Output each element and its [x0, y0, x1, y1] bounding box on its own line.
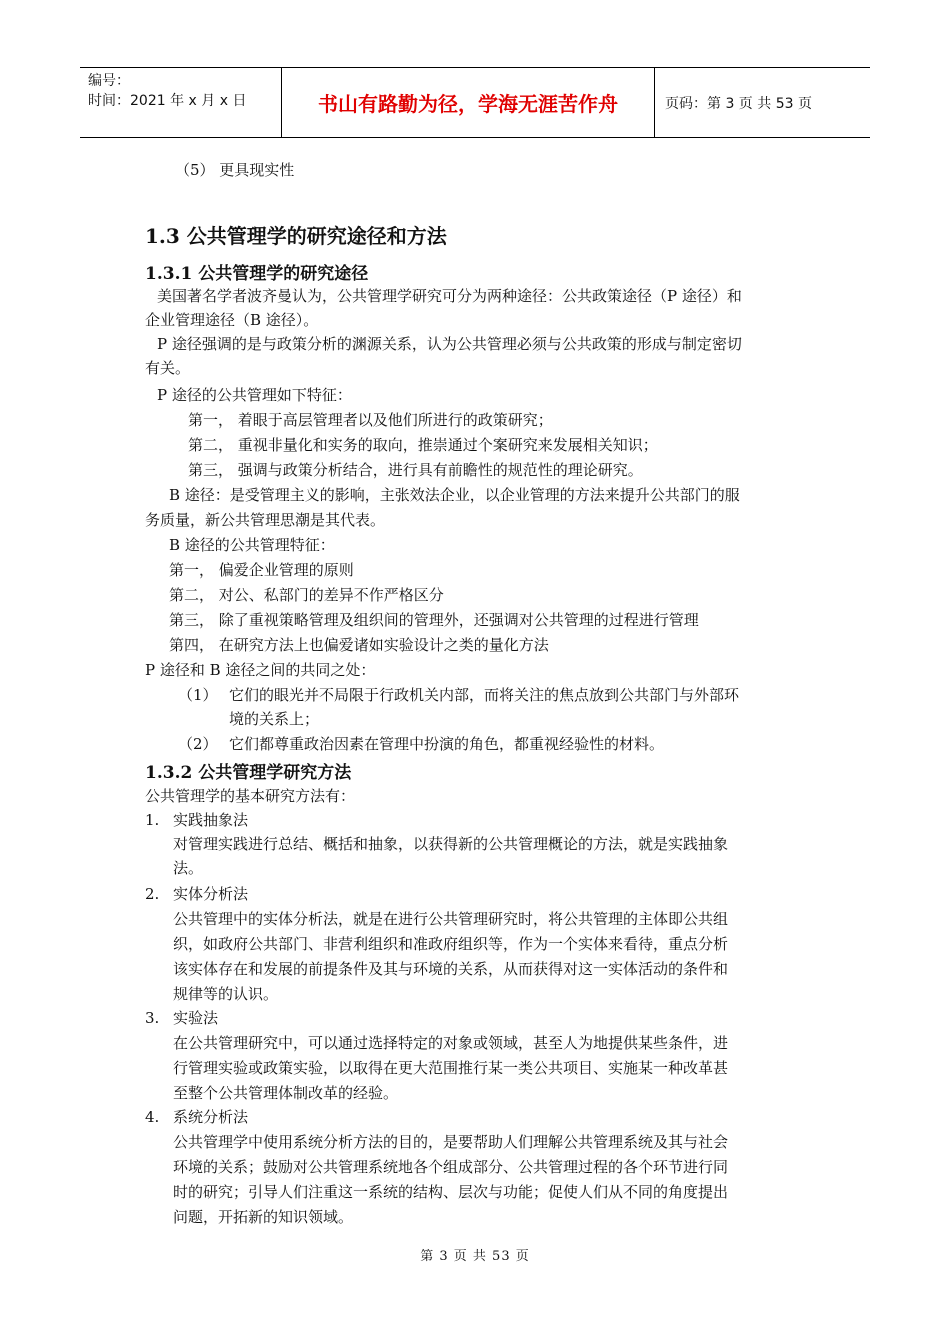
section-heading-1-3-2: 1.3.2 公共管理学研究方法	[145, 763, 352, 783]
section-heading-1-3: 1.3 公共管理学的研究途径和方法	[145, 224, 447, 248]
paragraph-line: 行管理实验或政策实验，以取得在更大范围推行某一类公共项目、实施某一种改革甚	[173, 1059, 729, 1077]
page-header	[80, 67, 870, 138]
list-item: 第一， 偏爱企业管理的原则	[169, 561, 354, 579]
paragraph-line: 务质量，新公共管理思潮是其代表。	[145, 511, 386, 529]
list-number: （2）	[178, 735, 218, 753]
list-item: 第二， 重视非量化和实务的取向，推崇通过个案研究来发展相关知识；	[188, 436, 658, 454]
paragraph-line: 该实体存在和发展的前提条件及其与环境的关系，从而获得对这一实体活动的条件和	[173, 960, 729, 978]
list-number: 2.	[145, 885, 160, 903]
header-page-info: 页码：第 3 页 共 53 页	[665, 95, 812, 112]
paragraph-line: 有关。	[145, 359, 191, 377]
header-meta	[80, 68, 282, 137]
method-title: 系统分析法	[173, 1108, 249, 1126]
paragraph-line: 环境的关系；鼓励对公共管理系统地各个组成部分、公共管理过程的各个环节进行同	[173, 1158, 729, 1176]
list-item: 第一， 着眼于高层管理者以及他们所进行的政策研究；	[188, 411, 553, 429]
paragraph-line: B 途径：是受管理主义的影响，主张效法企业，以企业管理的方法来提升公共部门的服	[169, 486, 740, 504]
method-title: 实验法	[173, 1009, 219, 1027]
paragraph-line: 对管理实践进行总结、概括和抽象，以获得新的公共管理概论的方法，就是实践抽象	[173, 835, 729, 853]
paragraph-line: 规律等的认识。	[173, 985, 279, 1003]
paragraph-line: 美国著名学者波齐曼认为，公共管理学研究可分为两种途径：公共政策途径（P 途径）和	[157, 287, 742, 305]
list-item: 它们的眼光并不局限于行政机关内部，而将关注的焦点放到公共部门与外部环	[229, 686, 740, 704]
paragraph-line: 时的研究；引导人们注重这一系统的结构、层次与功能；促使人们从不同的角度提出	[173, 1183, 729, 1201]
list-number: 1.	[145, 811, 160, 829]
paragraph-line: P 途径强调的是与政策分析的渊源关系，认为公共管理必须与公共政策的形成与制定密切	[157, 335, 742, 353]
paragraph-line: 企业管理途径（B 途径）。	[145, 311, 319, 329]
list-item: 第三， 强调与政策分析结合，进行具有前瞻性的规范性的理论研究。	[188, 461, 643, 479]
paragraph-line: P 途径的公共管理如下特征：	[157, 386, 352, 404]
list-item-5: （5） 更具现实性	[175, 161, 295, 179]
list-item: 境的关系上；	[229, 710, 320, 728]
list-number: （1）	[178, 686, 218, 704]
list-item: 它们都尊重政治因素在管理中扮演的角色，都重视经验性的材料。	[229, 735, 665, 753]
paragraph-line: B 途径的公共管理特征：	[169, 536, 335, 554]
paragraph-line: 法。	[173, 859, 204, 877]
list-number: 4.	[145, 1108, 160, 1126]
paragraph-line: 公共管理中的实体分析法，就是在进行公共管理研究时，将公共管理的主体即公共组	[173, 910, 729, 928]
method-title: 实践抽象法	[173, 811, 249, 829]
date-label: 时间：2021 年 x 月 x 日	[88, 93, 247, 109]
section-heading-1-3-1: 1.3.1 公共管理学的研究途径	[145, 264, 369, 284]
header-motto: 书山有路勤为径，学海无涯苦作舟	[282, 68, 655, 137]
list-item: 第二， 对公、私部门的差异不作严格区分	[169, 586, 444, 604]
paragraph-line: 公共管理学的基本研究方法有：	[145, 787, 356, 805]
paragraph-line: 公共管理学中使用系统分析方法的目的，是要帮助人们理解公共管理系统及其与社会	[173, 1133, 729, 1151]
list-item: 第三， 除了重视策略管理及组织间的管理外，还强调对公共管理的过程进行管理	[169, 611, 699, 629]
list-item: 第四， 在研究方法上也偏爱诸如实验设计之类的量化方法	[169, 636, 549, 654]
paragraph-line: 在公共管理研究中，可以通过选择特定的对象或领域，甚至人为地提供某些条件，进	[173, 1034, 729, 1052]
paragraph-line: P 途径和 B 途径之间的共同之处：	[145, 661, 376, 679]
page-footer: 第 3 页 共 53 页	[420, 1249, 530, 1264]
list-number: 3.	[145, 1009, 160, 1027]
paragraph-line: 织，如政府公共部门、非营利组织和准政府组织等，作为一个实体来看待，重点分析	[173, 935, 729, 953]
paragraph-line: 问题，开拓新的知识领域。	[173, 1208, 354, 1226]
paragraph-line: 至整个公共管理体制改革的经验。	[173, 1084, 399, 1102]
method-title: 实体分析法	[173, 885, 249, 903]
number-label: 编号：	[88, 73, 130, 89]
